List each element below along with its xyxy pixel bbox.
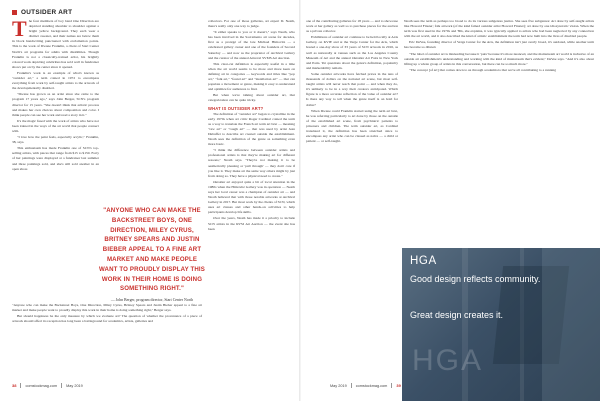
footer-date: May 2019 <box>66 383 83 388</box>
ad-tagline-1: Good design reflects community. <box>410 274 541 284</box>
article-paragraph: "The label of outsider art is misleading because it 'puts' because it's more nuanced, and the mainstream art world is inclusive of an outside art establishment's understanding and working with the kind of mainstream that's evident," DeVee says. "And it's also about lifting up a whole group of artists in this conversation, but there can be so much more." <box>404 51 594 66</box>
section-label <box>12 9 72 16</box>
article-paragraph: Outsider art enjoyed quite a bit of local attention in the 1980s when the Himovitz Gallery was in operation — Neath says her local career was a champion of outsider art — and Neath believed that with those notable artworks at Archival Gallery in 2017. But most work by the clients of SCN, which uses art classes and other hands-on activities to help participants develop life skills. <box>208 179 295 215</box>
article-paragraph: This clear-cut definition is especially useful in a time when the art world seems to be more and more keen on defining art in categories — keywords and titles like "pop art," "folk art," "found art" and "installation art" — that can populate a movement or genre, making it easy to understand and optimize for audiences to find. <box>208 61 295 92</box>
article-paragraph: "Dwane has grown as an artist since she came to the program 17 years ago," says John Berger, SCN's program director for 15 years. "She doesn't think that artistic process and makes her own choices about composition and color. I think people can see her work and read a story in it." <box>12 92 99 117</box>
footer-publication: comstockmag.com <box>25 383 58 388</box>
article-paragraph: "The concept [of art] that comes down to us through academia is that we're all contributing to a running <box>409 67 557 72</box>
article-paragraph: This enthusiasm has made Franklin one of SCN's top-selling artists, with pieces that range from $15 to $150. Forty of her paintings were displayed at a fundraiser last summer and three paintings sold, and she's still sold another in an open show. <box>12 146 99 171</box>
article-paragraph: Eric DeVee, founding director of Verge Center for the Arts, the definition isn't just overly broad, it's outdated, while another term has become so diluted. <box>404 40 594 50</box>
page-gutter <box>299 0 301 401</box>
footer-divider <box>391 383 392 388</box>
article-paragraph: "I think the difference between outsider artists and professional artists is that they're making art for different reasons," Neath says. "They're not making it to be aesthetically pleasing or 'pull through' — they don't care if you like it. They make art the same way others might by just from doing so. They have a physical need to create." <box>208 148 295 178</box>
hga-logo: HGA <box>410 255 437 267</box>
article-paragraph: Franklin's work is an example of what's known as "outsider art," a term coined in 1972 to encompass everything from work by self-taught artists to the artwork of the developmentally disabled. <box>12 70 99 91</box>
article-paragraph: The definition of "outsider art" began to crystallize in the early 1970s when art critic Roger Cardinal coined the term as a way to translate the French art term art brut — meaning "raw art" or "rough art" — that was used by artist Jean Dubuffet to describe art created outside the establishment. Neath sees the definition of the genre as something even more basic. <box>208 111 295 147</box>
page-number: 39 <box>396 383 401 388</box>
footer-left <box>12 383 83 388</box>
article-paragraph: "It either speaks to you or it doesn't," says Neath, who has been involved in the Sacramento art scene for decades, first as a protégé of the late Michael Himovitz — a celebrated gallery owner and one of the founders of Second Saturday — and now as the proprietor of Archival Gallery and the curator of the annual Artrevel SVMS Art Auction. <box>208 30 295 60</box>
ad-watermark-logo: HGA <box>412 344 484 377</box>
page-number: 38 <box>12 383 17 388</box>
article-paragraph: "Anyone who can make the Backstreet Boys, One Direction, Miley Cyrus, Britney Spears and Justin Bieber appeal to a fine art market and make people want to proudly display this work in their home is doing something right," Berger says. <box>12 303 202 313</box>
article-paragraph: The four members of boy band One Direction are depicted standing shoulder to shoulder against a bright yellow background. They each wear a distinct sweater, and their names are below them in block handwriting punctuated with exclamation points. This is the work of Dwane Franklin, a client of Start Center North's art programs for adults with disabilities. Though Franklin is not a classically-trained artist, his brightly colored work depicting celebrities has sold well in fundraiser shows put on by the center since it opened. <box>12 16 99 69</box>
footer-date: May 2019 <box>330 383 347 388</box>
ad-decor-stripe <box>462 248 468 401</box>
pull-quote-text: "ANYONE WHO CAN MAKE THE BACKSTREET BOYS, ONE DIRECTION, MILEY CYRUS, BRITNEY SPEARS AND JUSTIN BIEBER APPEAL TO A FINE ART MARKET AND MAKE PEOPLE WANT TO PROUDLY DISPLAY THIS WORK IN THEIR HOME IS DOING SOMETHING RIGHT." <box>98 207 205 293</box>
article-subhead: WHAT IS OUTSIDER ART? <box>208 105 264 111</box>
article-paragraph: Neath sees the term as perhaps too broad to do its various subgenres justice. She sees five subgenres: Art done by self-taught artists like Howard Finster; folk artwork (of the kind famed outsider artist Howard Finster); art done by one idiosyncratic vision. When the term was first used in the 1970s and '80s, she explains, it was typically applied to artists who had been neglected by any connection with the art world, and it also described the kind of artistic establishment the term had now built into the lives of disabled people. <box>404 19 594 39</box>
pull-quote <box>98 206 206 303</box>
article-paragraph: Exhibitions of outsider art continue to be held locally at Axis Gallery, on KVIE and at the Verge Center for the Arts, which hosted a one-day show of 33 years of SCN artwork in 2016, as well as nationally at venues such as the Los Angeles County Museum of Art and the annual Outsider Art Fairs in New York and Paris. Yet questions about the genre's definition, popularity and marketability remain. <box>306 35 398 70</box>
ad-tagline-2: Great design creates it. <box>410 310 504 320</box>
article-column-3 <box>208 19 295 233</box>
article-column-4 <box>306 19 398 145</box>
article-column-2 <box>12 303 202 325</box>
footer-divider <box>61 383 62 388</box>
ad-decor-shape <box>542 248 600 401</box>
hga-advertisement <box>402 248 600 401</box>
article-paragraph: But when we're talking about outsider art, that categorization can be quite tricky. <box>208 93 295 103</box>
footer-publication: comstockmag.com <box>355 383 388 388</box>
article-paragraph: collectors. For one of those galleries, art expert D. Neath, there's really only one way to judge. <box>208 19 295 29</box>
article-paragraph: But should happiness be the only measure by which we evaluate art? The question of whether the provenance of a piece of artwork should affect its reception has long been a battleground for academics, artists, galleries and <box>12 314 202 324</box>
article-paragraph: Some outsider artworks have fetched prices in the tens of thousands of dollars on the national art scene, but most self-taught artists will never reach that point — and when they do, it's unlikely to be in a way their creators anticipated. Which figure is a more accurate reflection of the value of outsider art? Is there any way to tell when the genre itself is on hold for dollar? <box>306 71 398 107</box>
drop-cap: T <box>12 16 27 41</box>
article-paragraph: one of the contributing galleries for 18 years — and to showcase work at her gallery as well so to purchase pieces for the auction as a private collector. <box>306 19 398 34</box>
footer-divider <box>351 383 352 388</box>
footer-right <box>330 383 401 388</box>
section-marker-icon <box>12 10 17 15</box>
section-label-text: OUTSIDER ART <box>21 9 73 16</box>
article-paragraph: It's the magic fused with the work of artists who have not been trained in the ways of the art world that people connect with. <box>12 118 99 133</box>
article-column-5 <box>404 19 594 74</box>
pull-quote-attribution: — John Berger, program director, Start Center North <box>110 298 194 303</box>
article-paragraph: Over the years, Neath has made it a priority to include SCN artists in the RVSI Art Auction — the event she has been <box>208 216 295 231</box>
article-paragraph: When Dwane could Franklin started using the term art brut, he was referring particularly to art done by those on the outside of the established art scene, from psychiatric patients to prisoners and children. The term outsider art, as Cardinal translated it, the definition has been stretched since to encompass any artist who can be classed as naïve — a child or patient — or self-taught. <box>306 108 398 144</box>
article-column-1 <box>12 16 99 173</box>
article-paragraph: "I love how the paint feels, especially acrylic," Franklin, 38, says. <box>12 135 99 145</box>
footer-divider <box>20 383 21 388</box>
